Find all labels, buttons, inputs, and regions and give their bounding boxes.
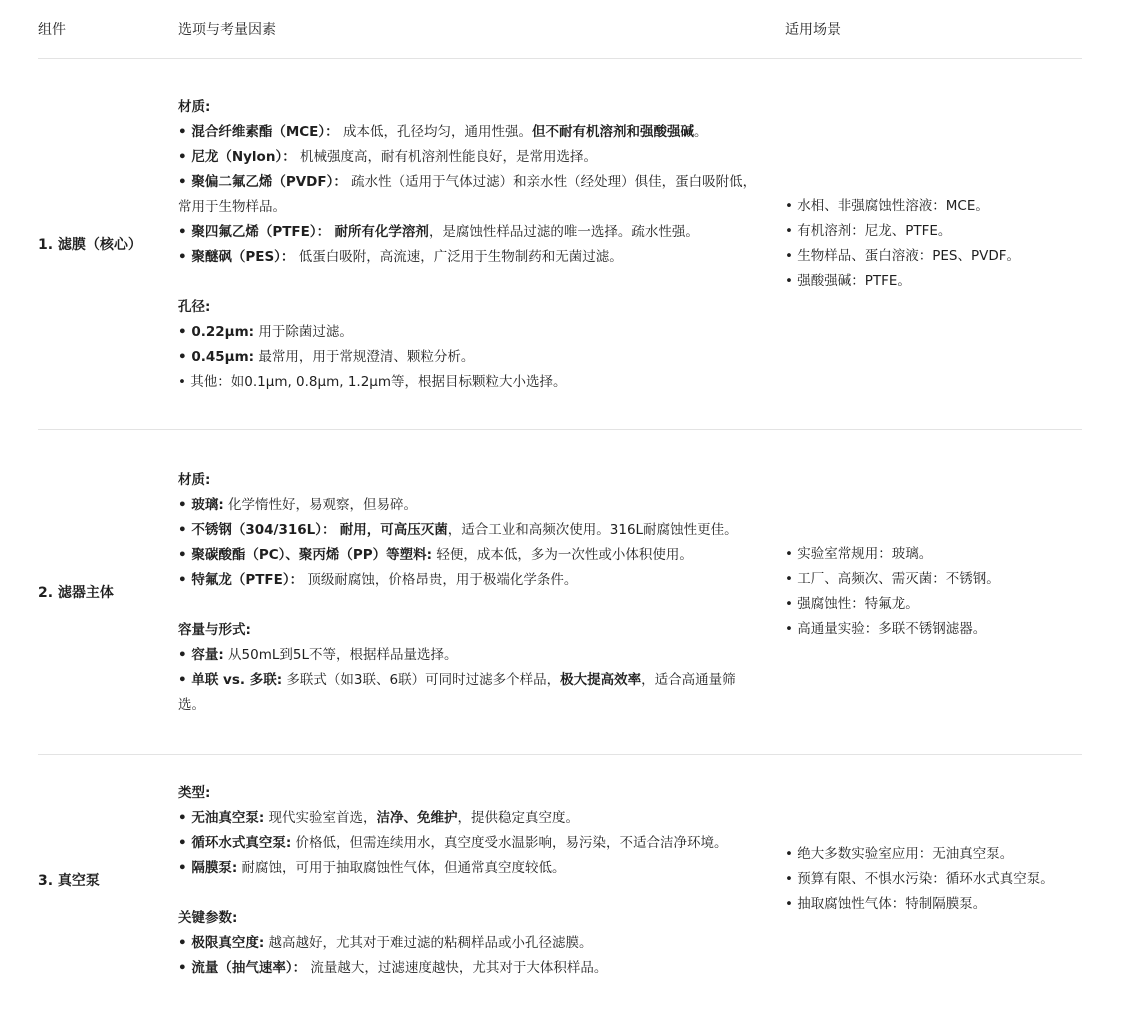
plain-text: ，适合高通量筛选。	[178, 672, 736, 713]
bold-text: 极大提高效率	[560, 672, 642, 688]
plain-text: 轻便，成本低，多为一次性或小体积使用。	[432, 547, 693, 563]
plain-text: 最常用，用于常规澄清、颗粒分析。	[254, 349, 475, 365]
option-item	[178, 568, 761, 593]
section-heading: 关键参数:	[178, 909, 238, 926]
bold-text: 耐所有化学溶剂	[334, 224, 429, 240]
plain-text: 多联式（如3联、6联）可同时过滤多个样品，	[282, 672, 561, 688]
bold-text: • 聚醚砜（PES）：	[178, 249, 295, 265]
section-spacer	[178, 270, 761, 295]
scenario-item: • 水相、非强腐蚀性溶液：MCE。	[785, 198, 989, 214]
scenario-item: • 预算有限、不惧水污染：循环水式真空泵。	[785, 871, 1054, 888]
plain-text: ，适合工业和高频次使用。316L耐腐蚀性更佳。	[447, 522, 738, 538]
bold-text: • 混合纤维素酯（MCE）：	[178, 124, 339, 140]
bold-text: • 隔膜泵:	[178, 859, 238, 876]
bold-text: • 尼龙（Nylon）：	[178, 149, 296, 165]
section-heading: 孔径:	[178, 299, 211, 315]
options-cell	[178, 59, 785, 430]
table-header-row	[38, 0, 1082, 59]
options-cell	[178, 430, 785, 755]
option-item	[178, 668, 761, 718]
option-item	[178, 220, 761, 245]
section-spacer	[178, 593, 761, 618]
component-name: 2. 滤器主体	[38, 430, 178, 755]
header-scenarios: 适用场景	[785, 0, 1082, 59]
bold-text: • 特氟龙（PTFE）：	[178, 572, 304, 588]
comparison-table	[38, 0, 1082, 1005]
option-item	[178, 493, 761, 518]
option-item	[178, 931, 761, 956]
scenario-item: • 工厂、高频次、需灭菌：不锈钢。	[785, 571, 1000, 587]
bold-text: 洁净、免维护	[376, 809, 458, 826]
bold-text: • 不锈钢（304/316L）：	[178, 522, 336, 538]
option-item	[178, 120, 761, 145]
bold-text: • 聚偏二氟乙烯（PVDF）：	[178, 174, 347, 190]
bold-text: • 0.22μm:	[178, 324, 255, 340]
table-row	[38, 755, 1082, 1005]
section-heading: 类型:	[178, 784, 211, 801]
option-item	[178, 245, 761, 270]
plain-text: 低蛋白吸附，高流速，广泛用于生物制药和无菌过滤。	[294, 249, 623, 265]
option-item	[178, 806, 761, 831]
bold-text: • 聚四氟乙烯（PTFE）：	[178, 224, 331, 240]
scenarios-cell	[785, 755, 1082, 1005]
plain-text: 机械强度高，耐有机溶剂性能良好，是常用选择。	[295, 149, 597, 165]
component-name: 3. 真空泵	[38, 872, 100, 889]
option-item	[178, 370, 761, 395]
plain-text: 化学惰性好，易观察，但易碎。	[223, 497, 418, 513]
bold-text: • 单联 vs. 多联:	[178, 672, 283, 688]
section-spacer	[178, 881, 761, 906]
option-item	[178, 956, 761, 981]
bold-text: • 流量（抽气速率）：	[178, 959, 307, 976]
plain-text: 顶级耐腐蚀，价格昂贵，用于极端化学条件。	[303, 572, 578, 588]
bold-text: 耐用，可高压灭菌	[339, 522, 448, 538]
plain-text: ，是腐蚀性样品过滤的唯一选择。疏水性强。	[428, 224, 699, 240]
comparison-table-wrapper	[38, 0, 1082, 1005]
plain-text: 。	[693, 124, 708, 140]
plain-text: 现代实验室首选，	[264, 809, 377, 826]
bold-text: • 容量:	[178, 647, 224, 663]
plain-text: 从50mL到5L不等，根据样品量选择。	[223, 647, 458, 663]
plain-text: 流量越大，过滤速度越快，尤其对于大体积样品。	[306, 959, 608, 976]
scenarios-cell	[785, 59, 1082, 430]
bold-text: • 无油真空泵:	[178, 809, 265, 826]
section-heading: 材质:	[178, 472, 211, 488]
option-item	[178, 320, 761, 345]
bold-text: 但不耐有机溶剂和强酸强碱	[531, 124, 694, 140]
plain-text: ，提供稳定真空度。	[457, 809, 580, 826]
header-component: 组件	[38, 0, 178, 59]
option-item	[178, 170, 761, 220]
component-name: 1. 滤膜（核心）	[38, 59, 178, 430]
option-item	[178, 345, 761, 370]
option-item	[178, 856, 761, 881]
bold-text: • 聚碳酸酯（PC）、聚丙烯（PP）等塑料:	[178, 547, 433, 563]
option-item	[178, 518, 761, 543]
plain-text: 价格低，但需连续用水，真空度受水温影响，易污染，不适合洁净环境。	[291, 834, 728, 851]
plain-text: 疏水性（适用于气体过滤）和亲水性（经处理）俱佳，蛋白吸附低，常用于生物样品。	[178, 174, 757, 215]
option-item	[178, 145, 761, 170]
plain-text: 用于除菌过滤。	[254, 324, 353, 340]
bold-text: • 极限真空度:	[178, 934, 265, 951]
scenario-item: • 高通量实验：多联不锈钢滤器。	[785, 621, 987, 637]
scenario-item: • 实验室常规用：玻璃。	[785, 546, 933, 562]
scenario-item: • 生物样品、蛋白溶液：PES、PVDF。	[785, 248, 1021, 264]
plain-text: • 其他：如0.1μm, 0.8μm, 1.2μm等，根据目标颗粒大小选择。	[178, 374, 567, 390]
table-row	[38, 59, 1082, 430]
header-options: 选项与考量因素	[178, 0, 785, 59]
bold-text: • 玻璃:	[178, 497, 224, 513]
scenario-item: • 抽取腐蚀性气体：特制隔膜泵。	[785, 896, 987, 913]
section-heading: 材质:	[178, 99, 211, 115]
options-cell	[178, 755, 785, 1005]
option-item	[178, 643, 761, 668]
option-item	[178, 831, 761, 856]
scenarios-cell	[785, 430, 1082, 755]
scenario-item: • 强酸强碱：PTFE。	[785, 273, 911, 289]
plain-text: 成本低，孔径均匀，通用性强。	[338, 124, 532, 140]
option-item	[178, 543, 761, 568]
scenario-item: • 绝大多数实验室应用：无油真空泵。	[785, 846, 1014, 863]
table-row	[38, 430, 1082, 755]
scenario-item: • 强腐蚀性：特氟龙。	[785, 596, 919, 612]
plain-text: 越高越好，尤其对于难过滤的粘稠样品或小孔径滤膜。	[264, 934, 593, 951]
bold-text: • 0.45μm:	[178, 349, 255, 365]
plain-text: 耐腐蚀，可用于抽取腐蚀性气体，但通常真空度较低。	[237, 859, 566, 876]
bold-text: • 循环水式真空泵:	[178, 834, 292, 851]
scenario-item: • 有机溶剂：尼龙、PTFE。	[785, 223, 952, 239]
section-heading: 容量与形式:	[178, 622, 251, 638]
